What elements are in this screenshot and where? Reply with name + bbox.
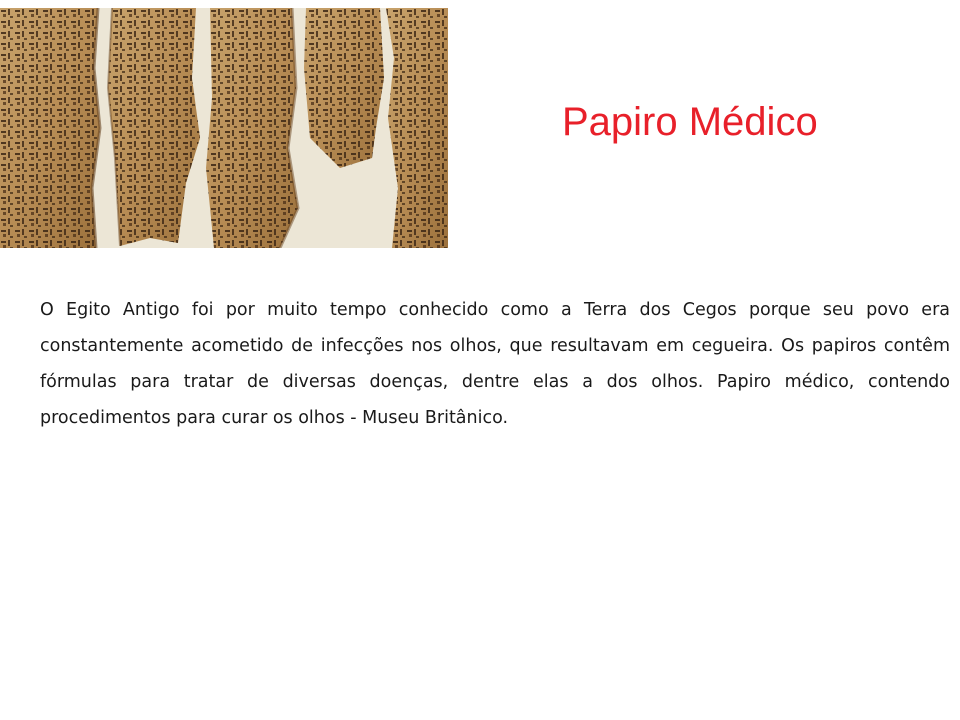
slide-title: Papiro Médico	[562, 100, 818, 144]
body-paragraph: O Egito Antigo foi por muito tempo conhecido como a Terra dos Cegos porque seu povo era constantemente acometido de infecções nos olhos, que resultavam em cegueira. Os papiros contêm fórmulas para tratar de diversas doenças, dentre elas a dos olhos. Papiro médico, contendo procedimentos para curar os olhos - Museu Britânico.	[40, 300, 950, 428]
papyrus-photo	[0, 8, 448, 248]
papyrus-image	[0, 8, 448, 248]
